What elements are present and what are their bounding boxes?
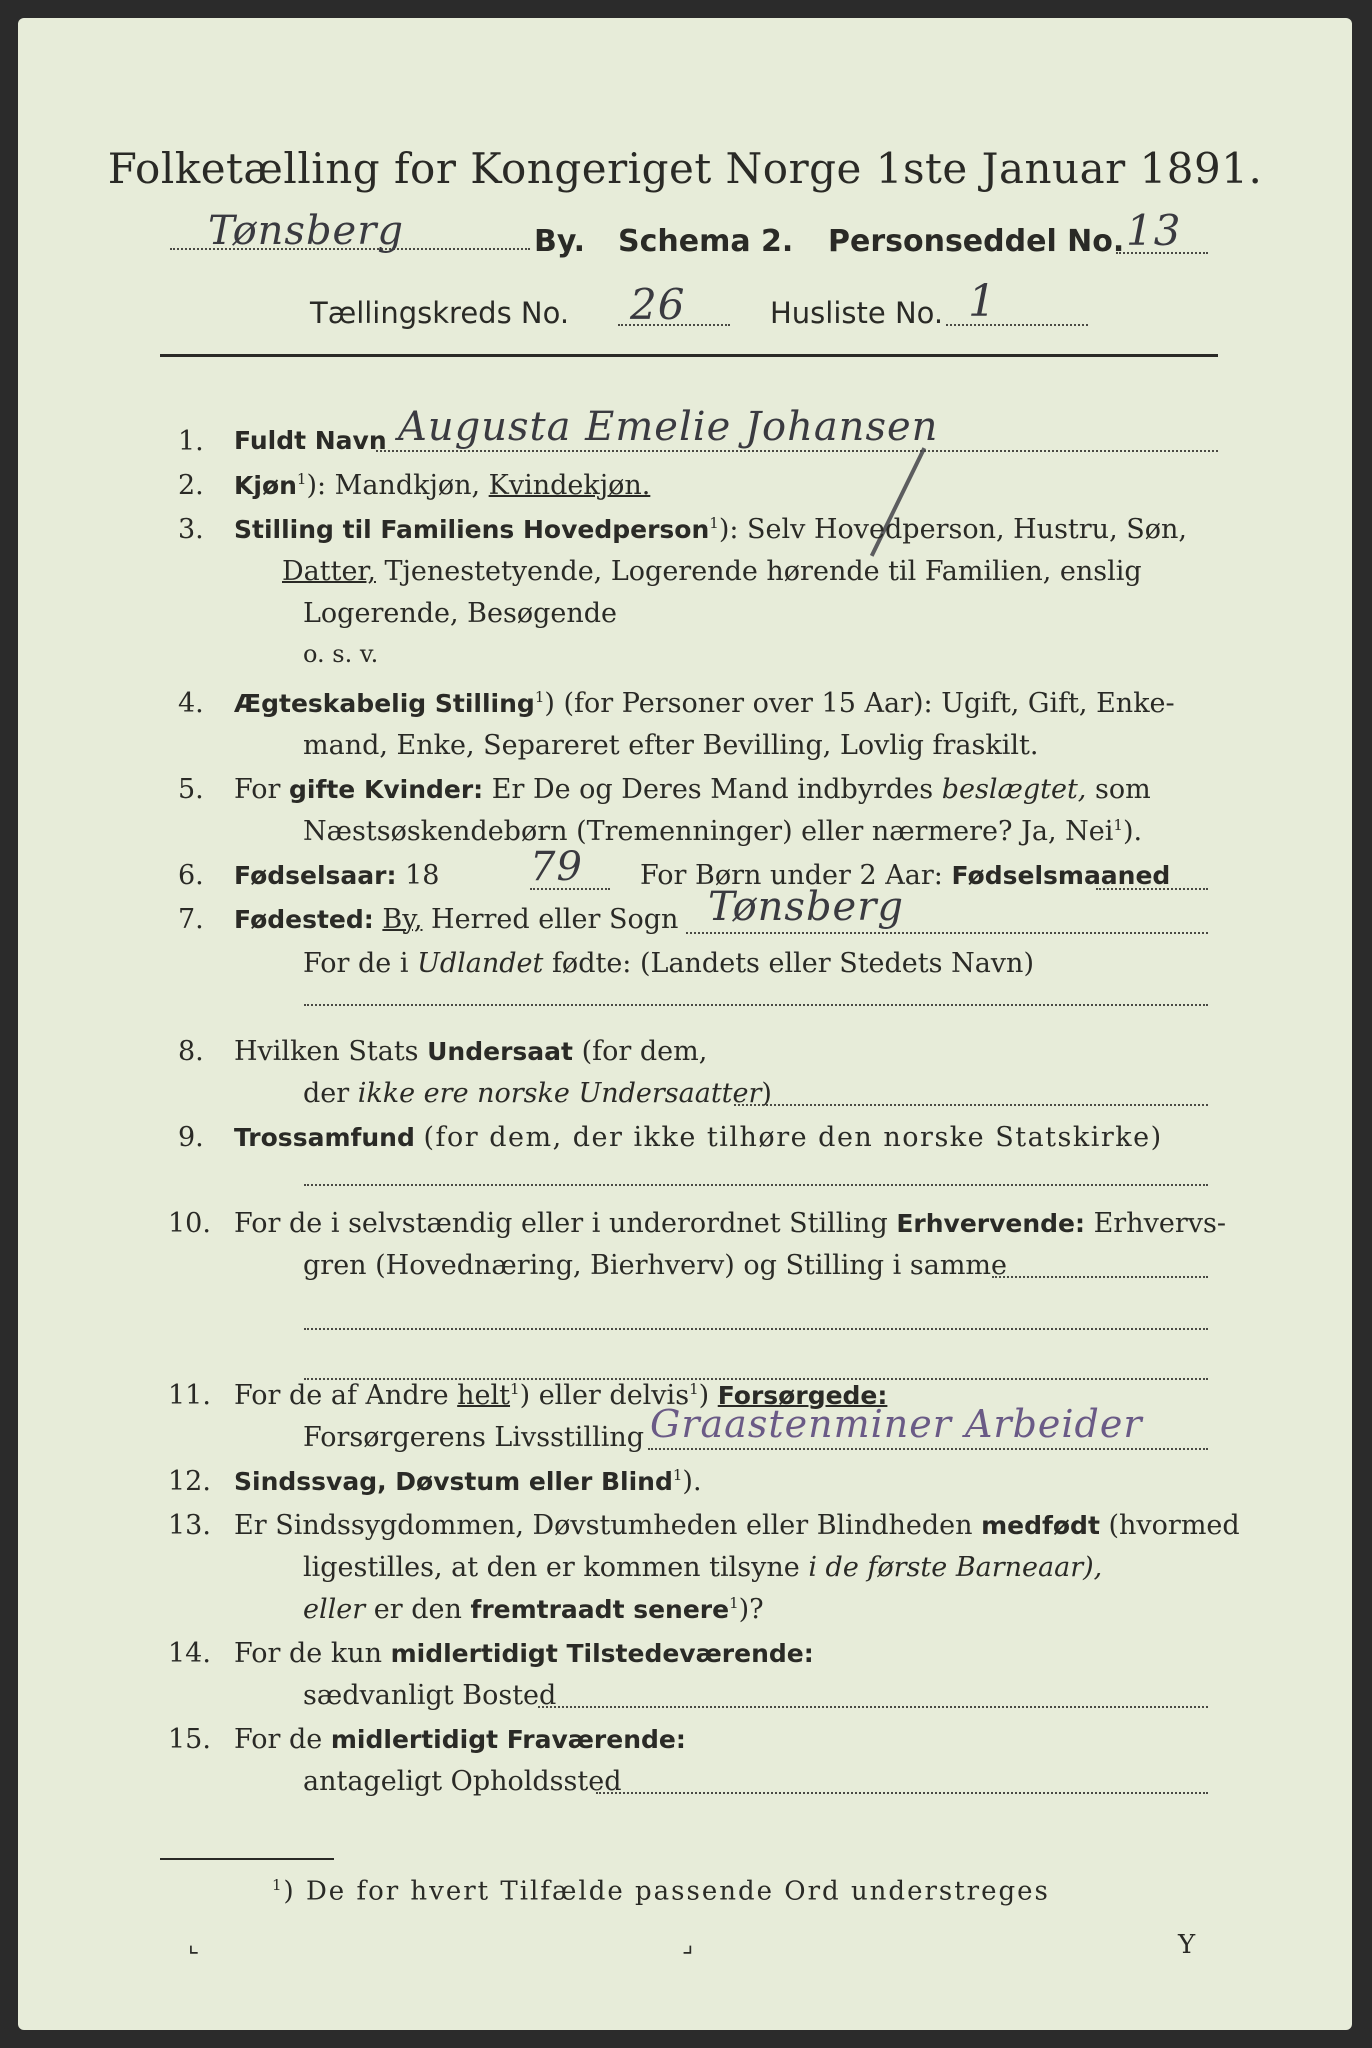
- item-8-text-2b: ): [761, 1078, 772, 1109]
- item-4-sup: 1: [534, 688, 545, 706]
- item-11-number: 11.: [168, 1380, 211, 1411]
- item-13-italic-2: eller: [303, 1594, 366, 1625]
- binding-mark-right: Y: [1178, 1930, 1196, 1960]
- item-3-number: 3.: [178, 514, 204, 545]
- item-3-label: Stilling til Familiens Hovedperson: [234, 515, 710, 544]
- item-9-label: Trossamfund: [234, 1123, 415, 1152]
- item-13-italic: i de første Barneaar),: [808, 1552, 1103, 1583]
- item-14-line-2: sædvanligt Bosted: [303, 1680, 557, 1711]
- item-9-number: 9.: [178, 1122, 204, 1153]
- item-7-line2-italic: Udlandet: [417, 948, 544, 979]
- item-3-line-2: [282, 556, 1142, 587]
- item-15-number: 15.: [168, 1724, 211, 1755]
- item-6-number: 6.: [178, 860, 204, 891]
- item-13-text-3a: er den: [365, 1594, 471, 1625]
- item-6-text: For Børn under 2 Aar:: [640, 860, 943, 891]
- item-5-text-1b: som: [1086, 774, 1151, 805]
- item-1-dotted-line: [376, 450, 1218, 452]
- item-8-text-1: Hvilken Stats: [234, 1036, 428, 1067]
- item-3-line-4: o. s. v.: [303, 640, 379, 668]
- item-5-number: 5.: [178, 774, 204, 805]
- item-15-text-1: For de: [234, 1724, 331, 1755]
- item-7-line-1: [234, 904, 678, 935]
- item-6-line: [234, 860, 439, 891]
- item-6-label: Fødselsaar:: [234, 861, 397, 890]
- item-8-line-2: [303, 1078, 772, 1109]
- item-3-selected: Datter,: [282, 556, 376, 587]
- item-15-dotted-line: [596, 1792, 1208, 1794]
- item-4-label: Ægteskabelig Stilling: [234, 689, 535, 718]
- item-13-number: 13.: [168, 1510, 211, 1541]
- item-6-label-2: Fødselsmaaned: [951, 861, 1171, 890]
- item-14-text-1: For de kun: [234, 1638, 391, 1669]
- item-3-line-1: [234, 514, 1187, 545]
- item-14-label: midlertidigt Tilstedeværende:: [390, 1639, 814, 1668]
- item-10-text-1: For de i selvstændig eller i underordnet Stilling: [234, 1208, 897, 1239]
- item-11-dotted-line: [648, 1448, 1208, 1450]
- item-12-line: [234, 1466, 702, 1497]
- footnote-rule: [160, 1858, 334, 1860]
- item-12-label: Sindssvag, Døvstum eller Blind: [234, 1467, 673, 1496]
- item-7-text: Herred eller Sogn: [422, 904, 679, 935]
- schema-label: Schema 2.: [618, 224, 794, 259]
- kreds-number: 26: [630, 280, 686, 329]
- item-5-text-2b: ).: [1122, 816, 1143, 847]
- item-6-year-hand: 79: [530, 844, 583, 890]
- item-11-sup-2: 1: [689, 1380, 699, 1398]
- item-13-text-2a: ligestilles, at den er kommen tilsyne: [303, 1552, 809, 1583]
- item-1-label: Fuldt Navn: [234, 426, 387, 455]
- personseddel-number: 13: [1126, 206, 1182, 255]
- item-6-year-prefix: 18: [405, 860, 440, 891]
- item-11-text-1: For de af Andre: [234, 1380, 458, 1411]
- husliste-number: 1: [968, 276, 997, 327]
- item-15-line-1: [234, 1724, 686, 1755]
- item-13-text-1b: (hvormed: [1099, 1510, 1240, 1541]
- item-6-dotted-line: [1096, 888, 1208, 890]
- item-8-italic: ikke ere norske Undersaatter: [357, 1078, 762, 1109]
- item-3-sup: 1: [709, 514, 719, 532]
- item-7-label: Fødested:: [234, 905, 374, 934]
- husliste-label: Husliste No.: [770, 296, 944, 330]
- item-7-number: 7.: [178, 904, 204, 935]
- item-2-label: Kjøn: [234, 471, 297, 500]
- personseddel-label: Personseddel No.: [828, 224, 1125, 259]
- item-8-number: 8.: [178, 1036, 204, 1067]
- item-14-number: 14.: [168, 1638, 211, 1669]
- item-13-line-1: [234, 1510, 1240, 1541]
- item-12-number: 12.: [168, 1466, 211, 1497]
- item-3-text-1: ): Selv Hovedperson, Hustru, Søn,: [718, 514, 1187, 545]
- item-11-text-1b: ) eller delvis: [519, 1380, 690, 1411]
- item-5-label: gifte Kvinder:: [289, 775, 484, 804]
- item-2-number: 2.: [178, 470, 204, 501]
- item-10-label: Erhvervende:: [896, 1209, 1086, 1238]
- binding-mark-center: ⌟: [682, 1930, 694, 1958]
- item-10-text-1b: Erhvervs-: [1085, 1208, 1226, 1239]
- town-handwritten: Tønsberg: [208, 208, 404, 254]
- item-15-label: midlertidigt Fraværende:: [330, 1725, 686, 1754]
- item-2-sup: 1: [296, 470, 307, 488]
- item-11-line-2: Forsørgerens Livsstilling: [303, 1422, 645, 1453]
- item-5-prefix: For: [234, 774, 281, 805]
- item-6-year-dots: [530, 888, 610, 890]
- item-12-sup: 1: [672, 1466, 683, 1484]
- item-13-text-3b: )?: [738, 1594, 764, 1625]
- kreds-label: Tællingskreds No.: [310, 296, 570, 330]
- item-9-dotted-line: [304, 1184, 1208, 1186]
- item-1-answer: Augusta Emelie Johansen: [398, 404, 939, 450]
- footnote: [272, 1876, 1050, 1907]
- item-13-label: medfødt: [981, 1511, 1100, 1540]
- item-10-dotted-line-2: [304, 1328, 1208, 1330]
- item-2-text: ): Mandkjøn,: [306, 470, 481, 501]
- item-11-selected: helt: [457, 1380, 511, 1411]
- by-label: By.: [534, 224, 586, 259]
- item-4-line-2: mand, Enke, Separeret efter Bevilling, Lovlig fraskilt.: [303, 730, 1039, 761]
- item-9-text: (for dem, der ikke tilhøre den norske Statskirke): [423, 1122, 1163, 1153]
- item-4-number: 4.: [178, 688, 204, 719]
- item-14-dotted-line: [538, 1706, 1208, 1708]
- item-9-line: [234, 1122, 1163, 1153]
- binding-mark-left: ⌞: [188, 1930, 200, 1958]
- item-11-label: Forsørgede:: [717, 1381, 888, 1410]
- item-13-sup: 1: [729, 1594, 739, 1612]
- item-2-selected: Kvindekjøn.: [488, 470, 651, 501]
- item-5-sup: 1: [1113, 816, 1123, 834]
- item-13-label-2: fremtraadt senere: [470, 1595, 730, 1624]
- item-7-answer: Tønsberg: [708, 884, 904, 930]
- item-5-text-1: Er De og Deres Mand indbyrdes: [483, 774, 942, 805]
- item-11-answer: Graastenminer Arbeider: [650, 1402, 1143, 1446]
- item-8-dotted-line: [734, 1104, 1208, 1106]
- item-2-line: [234, 470, 650, 501]
- item-10-line-2: gren (Hovednæring, Bierhverv) og Stilling i samme: [303, 1250, 1008, 1281]
- item-11-sup: 1: [510, 1380, 520, 1398]
- item-7-line-2: [303, 948, 1034, 979]
- item-11-text-1c: ): [698, 1380, 718, 1411]
- item-1-number: 1.: [178, 426, 204, 457]
- footnote-sup: 1: [272, 1876, 284, 1894]
- item-5-line-1: [234, 774, 1151, 805]
- census-form: [18, 18, 1352, 2030]
- item-14-line-1: [234, 1638, 814, 1669]
- form-title: Folketælling for Kongeriget Norge 1ste Januar 1891.: [107, 144, 1263, 193]
- item-7-dotted-line: [686, 932, 1208, 934]
- item-7-line2b: fødte: (Landets eller Stedets Navn): [543, 948, 1034, 979]
- item-8-text-2a: der: [303, 1078, 358, 1109]
- header-rule: [160, 354, 1218, 357]
- item-13-line-2: [303, 1552, 1102, 1583]
- item-10-number: 10.: [168, 1208, 211, 1239]
- item-10-line-1: [234, 1208, 1226, 1239]
- item-3-text-2: Tjenestetyende, Logerende hørende til Familien, enslig: [375, 556, 1142, 587]
- item-8-line-1: [234, 1036, 707, 1067]
- item-12-text: ).: [682, 1466, 702, 1497]
- item-15-line-2: antageligt Opholdssted: [303, 1766, 622, 1797]
- item-7-selected: By,: [382, 904, 423, 935]
- item-8-text-1b: (for dem,: [572, 1036, 708, 1067]
- item-13-line-3: [303, 1594, 764, 1625]
- item-4-text-1: ) (for Personer over 15 Aar): Ugift, Gift, Enke-: [544, 688, 1175, 719]
- item-8-label: Undersaat: [427, 1037, 573, 1066]
- item-5-italic: beslægtet,: [941, 774, 1087, 805]
- item-7-line2a: For de i: [303, 948, 418, 979]
- item-10-dotted-line-1: [992, 1276, 1208, 1278]
- footnote-text: ) De for hvert Tilfælde passende Ord understreges: [283, 1876, 1050, 1907]
- item-5-line-2: [303, 816, 1142, 847]
- item-7-answer-line: [304, 1004, 1208, 1006]
- item-13-text-1a: Er Sindssygdommen, Døvstumheden eller Blindheden: [234, 1510, 982, 1541]
- item-3-line-3: Logerende, Besøgende: [303, 598, 617, 629]
- item-4-line-1: [234, 688, 1175, 719]
- item-5-text-2: Næstsøskendebørn (Tremenninger) eller nærmere? Ja, Nei: [303, 816, 1114, 847]
